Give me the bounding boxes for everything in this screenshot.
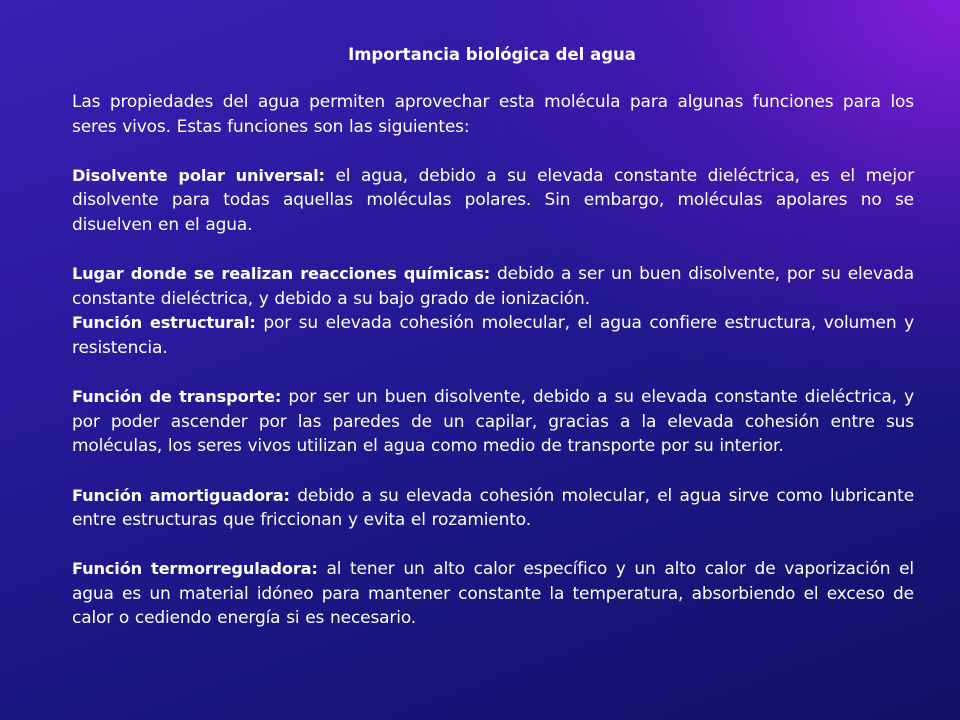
item-disolvente [72,164,914,238]
item-label: Función amortiguadora: [72,485,290,505]
paragraph-spacer [72,361,914,386]
item-transporte [72,385,914,459]
paragraph-spacer [72,533,914,558]
item-reacciones [72,262,914,311]
item-text: por ser un buen disolvente, debido a su elevada constante dieléctrica, y por poder ascender por las paredes de un capilar, gracias a la elevada cohesión entre sus moléculas, los seres vivos utilizan el agua como medio de transporte por su interior. [72,387,915,457]
paragraph-spacer [72,238,914,263]
paragraph-spacer [72,139,914,164]
item-text: debido a su elevada cohesión molecular, el agua sirve como lubricante entre estructuras que friccionan y evita el rozamiento. [72,485,915,531]
item-text: al tener un alto calor específico y un alto calor de vaporización el agua es un material idóneo para mantener constante la temperatura, absorbiendo el exceso de calor o cediendo energía si es necesario. [72,559,914,629]
item-text: debido a ser un buen disolvente, por su elevada constante dieléctrica, y debido a su bajo grado de ionización. [72,264,914,309]
intro-paragraph: Las propiedades del agua permiten aprovechar esta molécula para algunas funciones para los seres vivos. Estas funciones son las siguientes: [72,92,914,137]
item-label: Función de transporte: [72,387,282,407]
item-label: Disolvente polar universal: [72,165,325,185]
paragraph-spacer [72,459,914,484]
item-label: Función termorreguladora: [72,559,318,579]
item-amortiguadora [72,484,914,533]
item-text: por su elevada cohesión molecular, el agua confiere estructura, volumen y resistencia. [72,313,914,358]
slide-body [72,90,914,631]
item-label: Lugar donde se realizan reacciones químicas: [72,264,491,284]
item-termorreguladora [72,557,914,631]
item-label: Función estructural: [72,313,256,333]
item-estructural [72,311,914,360]
item-text: el agua, debido a su elevada constante dieléctrica, es el mejor disolvente para todas aquellas moléculas polares. Sin embargo, moléculas apolares no se disuelven en el agua. [72,165,914,235]
slide-title: Importancia biológica del agua [348,45,636,64]
